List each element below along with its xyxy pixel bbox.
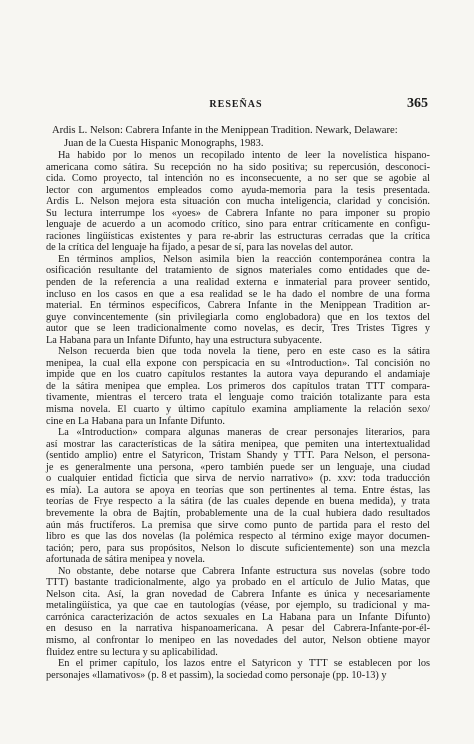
paragraph-line: guye convincentemente (sin privilegiarla como englobadora) que en los textos del [46,311,430,323]
paragraph-line: raciones lingüísticas existentes y para re-abrir las estructuras cerradas que la crítica [46,230,430,242]
paragraph [46,254,430,346]
paragraph-line: lenguaje de acuerdo a un acomodo crítico, sino para entrar críticamente en configu- [46,219,430,231]
paragraph-line: afortunada de sátira menipea y novela. [46,554,205,566]
paragraph-line: (sentido amplio) entre el Satyricon, Tristam Shandy y TTT. Para Nelson, el persona- [46,450,430,462]
paragraph-line: metalingüística, ya que cae en tautologías (véase, por ejemplo, su tradicional y ma- [46,600,430,612]
paragraph [46,427,430,566]
paragraph-line: Su lectura interrumpe los «yoes» de Cabrera Infante no para imponer su propio [46,207,430,219]
paragraph-line: TTT) bastante tradicionalmente, algo ya probado en el artículo de Julio Matas, que [46,577,430,589]
paragraph-line: En términos amplios, Nelson asimila bien la reacción contemporánea contra la [58,253,430,265]
paragraph-line: Nelson recuerda bien que toda novela la tiene, pero en este caso es la sátira [58,346,430,358]
paragraph-line: je es generalmente una persona, «pero también puede ser un lenguaje, una ciudad [46,461,430,473]
paragraph [46,658,430,681]
paragraph-line: Ha habido por lo menos un recopilado intento de leer la novelística hispano- [58,150,430,161]
book-citation [52,124,432,150]
paragraph-line: brevemente la obra de Bajtín, probablemente una de la cual hubiera dado resultados [46,507,430,519]
paragraph-line: o cualquier entidad ficticia que sirva de nervio narrativo» (p. xxv: toda traducción [46,473,430,485]
paragraph-line: cida. Como proyecto, tal intención no es inconsecuente, a no ser que se agobie al [46,173,430,185]
paragraph-line: osificación resultante del tratamiento de signos materiales como entidades que de- [46,265,430,277]
paragraph-line: penden de la referencia a una realidad externa e inmaterial para proveer sentido, [46,277,430,289]
section-title: RESEÑAS [209,99,263,110]
citation-line: Ardis L. Nelson: Cabrera Infante in the Menippean Tradition. Newark, Delaware: [52,125,398,136]
paragraph-line: es mía). La autora se apoya en teorías que son pertinentes al tema. Entre éstas, las [46,484,430,496]
paragraph-line: teorías de Frye respecto a la sátira (de las cuales depende en buena medida), y trata [46,496,430,508]
paragraph-line: de la crítica del lenguaje ha fijado, a pesar de sí, para las novelas del autor. [46,242,354,254]
paragraph-line: personajes «llamativos» (p. 8 et passim), la sociedad como personaje (pp. 10-13) y [46,669,387,681]
paragraph-line: misma novela. El cuarto y último capítulo examina ampliamente la relación sexo/ [46,404,430,416]
paragraph [46,566,430,658]
paragraph-line: americana como sátira. Su recepción no ha sido positiva; su repercusión, desconoci- [46,161,430,173]
citation-line: Juan de la Cuesta Hispanic Monographs, 1983. [64,138,264,149]
paragraph-line: de la sátira menipea que emplea. Los primeros dos capítulos tratan TTT compara- [46,380,430,392]
paragraph-line: aún más fructíferos. La premisa que sirve como punto de partida para el resto del [46,519,430,531]
paragraph-line: incluso en los casos en que a esa realidad se le ha dado el nombre de una forma [46,288,430,300]
paragraph-line: en desuso en la narrativa hispanoamericana. A pesar del Cabrera-Infante-por-él- [46,623,430,635]
paragraph-line: cine en La Habana para un Infante Difunto. [46,415,225,427]
paragraph [46,150,430,254]
paragraph-line: Nelson cita. Así, la gran novedad de Cabrera Infante es única y necesariamente [46,588,430,600]
paragraph-line: fluidez entre su lectura y su aplicabilidad. [46,646,218,658]
paragraph-line: La Habana para un Infante Difunto, hay una estructura subyacente. [46,334,322,346]
paragraph-line: material. En términos específicos, Cabrera Infante in the Menippean Tradition ar- [46,300,430,312]
paragraph-line: Ardis L. Nelson mejora esta situación con mucha inteligencia, claridad y concisión. [46,196,430,208]
paragraph-line: impide que en los cuatro capítulos restantes la autora vaya depurando el andamiaje [46,369,430,381]
paragraph-line: autor que se leen tradicionalmente como novelas, es decir, Tres Tristes Tigres y [46,323,430,335]
paragraph-line: así mostrar las características de la sátira menipea, que pemiten una intertextualidad [46,438,430,450]
paragraph-line: No obstante, debe notarse que Cabrera Infante estructura sus novelas (sobre todo [58,565,430,577]
paragraph-line: tivamente, mientras el tercero trata el lenguaje como traición totalizante para esta [46,392,430,404]
paragraph-line: libro es que las dos novelas (la polémica respecto al término exige mayor documen- [46,531,430,543]
page-number: 365 [407,96,428,111]
paragraph-line: mismo, al confrontar lo menipeo en las novedades del autor, Nelson obtiene mayor [46,634,430,646]
paragraph-line: lector con argumentos empleados como ayuda-memoria para la tesis presentada. [46,184,430,196]
paragraph-line: carrónica caracterización de actos sexuales en La Habana para un Infante Difunto) [46,611,430,623]
running-header [44,96,428,114]
paragraph-line: tación; pero, para sus propósitos, Nelson lo discute suficientemente) son una mezcla [46,542,430,554]
paragraph-line: menipea, la cual ella expone con perspicacia en su «Introduction». Tal concisión no [46,357,430,369]
paragraph [46,346,430,427]
review-body [46,150,430,681]
paragraph-line: La «Introduction» compara algunas maneras de crear personajes literarios, para [58,427,430,439]
paragraph-line: En el primer capítulo, los lazos entre el Satyricon y TTT se establecen por los [58,658,430,670]
